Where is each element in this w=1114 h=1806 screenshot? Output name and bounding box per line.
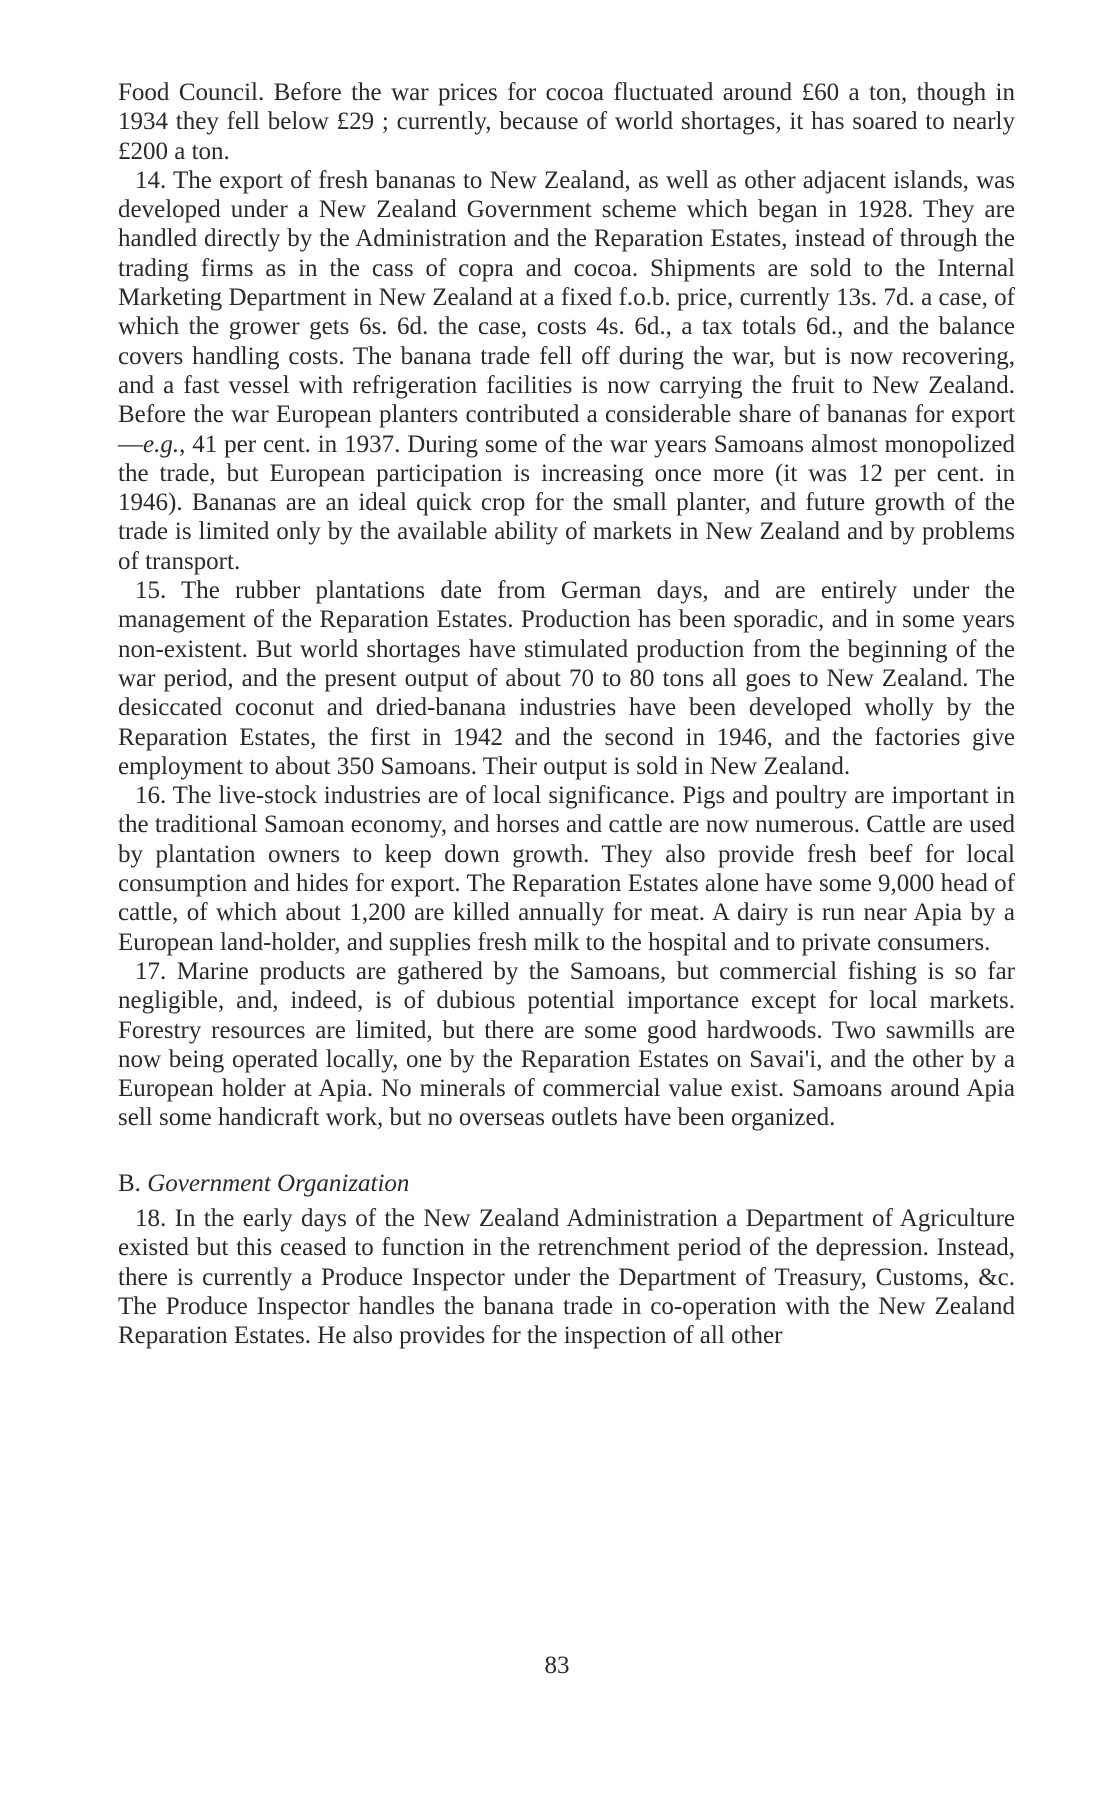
- section-title: Government Organization: [147, 1169, 410, 1197]
- paragraph-13-continued: Food Council. Before the war prices for cocoa fluctuated around £60 a ton, though in 1934 they fell below £29 ; currently, because of world shortages, it has soared to nearly £200 a ton.: [118, 79, 1015, 165]
- section-letter: B.: [118, 1169, 141, 1197]
- paragraph-14: [118, 166, 1015, 576]
- paragraph-14-italic-eg: e.g.: [143, 430, 180, 458]
- paragraph-16: 16. The live-stock industries are of local significance. Pigs and poultry are important in the traditional Samoan economy, and horses and cattle are now numerous. Cattle are used by plantation owners to keep down growth. They also provide fresh beef for local consumption and hides for export. The Reparation Estates alone have some 9,000 head of cattle, of which about 1,200 are killed annually for meat. A dairy is run near Apia by a European land-holder, and supplies fresh milk to the hospital and to private consumers.: [118, 782, 1015, 956]
- paragraph-17: 17. Marine products are gathered by the Samoans, but commercial fishing is so far negligible, and, indeed, is of dubious potential importance except for local markets. Forestry resources are limited, but there are some good hardwoods. Two sawmills are now being operated locally, one by the Reparation Estates on Savai'i, and the other by a European holder at Apia. No minerals of commercial value exist. Samoans around Apia sell some handicraft work, but no overseas outlets have been organized.: [118, 957, 1015, 1132]
- document-page: [118, 78, 1015, 1350]
- paragraph-14-text-a: 14. The export of fresh bananas to New Zealand, as well as other adjacent islands, was developed under a New Zealand Government scheme which began in 1928. They are handled directly by the Administration and the Reparation Estates, instead of through the trading firms as in the cass of copra and cocoa. Shipments are sold to the Internal Marketing Department in New Zealand at a fixed f.o.b. price, currently 13s. 7d. a case, of which the grower gets 6s. 6d. the case, costs 4s. 6d., a tax totals 6d., and the balance covers handling costs. The banana trade fell off during the war, but is now recovering, and a fast vessel with refrigeration facilities is now carrying the fruit to New Zealand. Before the war European planters contributed a considerable share of bananas for export—: [118, 166, 1015, 458]
- paragraph-18: 18. In the early days of the New Zealand Administration a Department of Agriculture existed but this ceased to function in the retrenchment period of the depression. Instead, there is currently a Produce Inspector under the Department of Treasury, Customs, &c. The Produce Inspector handles the banana trade in co-operation with the New Zealand Reparation Estates. He also provides for the inspection of all other: [118, 1204, 1015, 1350]
- paragraph-15: 15. The rubber plantations date from German days, and are entirely under the management of the Reparation Estates. Production has been sporadic, and in some years non-existent. But world shortages have stimulated production from the beginning of the war period, and the present output of about 70 to 80 tons all goes to New Zealand. The desiccated coconut and dried-banana industries have been developed wholly by the Reparation Estates, the first in 1942 and the second in 1946, and the factories give employment to about 350 Samoans. Their output is sold in New Zealand.: [118, 577, 1015, 780]
- paragraph-14-text-b: , 41 per cent. in 1937. During some of the war years Samoans almost monopolized the trade, but European participation is increasing once more (it was 12 per cent. in 1946). Bananas are an ideal quick crop for the small planter, and future growth of the trade is limited only by the available ability of markets in New Zealand and by problems of transport.: [118, 430, 1015, 575]
- page-number: 83: [544, 1652, 570, 1679]
- section-heading-government-organization: [118, 1169, 1015, 1198]
